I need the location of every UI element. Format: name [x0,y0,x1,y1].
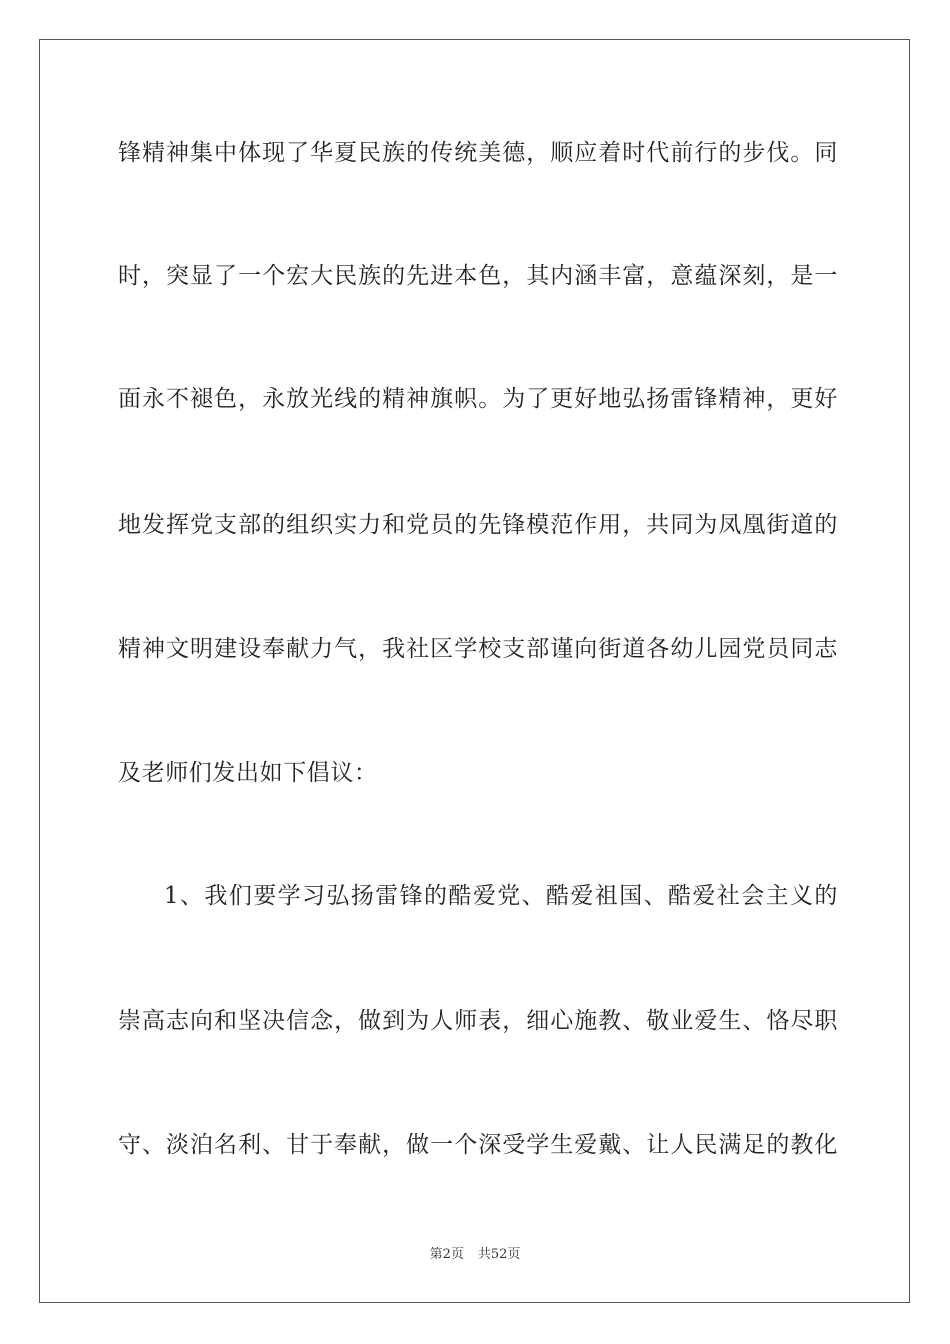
page-border [39,39,910,1303]
body-line-5: 精神文明建设奉献力气，我社区学校支部谨向街道各幼儿园党员同志 [118,636,838,662]
body-line-4: 地发挥党支部的组织实力和党员的先锋模范作用，共同为凤凰街道的 [118,512,838,538]
body-line-2: 时，突显了一个宏大民族的先进本色，其内涵丰富，意蕴深刻，是一 [118,263,838,289]
body-line-6: 及老师们发出如下倡议： [118,760,378,786]
body-line-8: 崇高志向和坚决信念，做到为人师表，细心施教、敬业爱生、恪尽职 [118,1008,838,1034]
page-number: 第2页 [429,1247,464,1262]
body-line-7: 1、我们要学习弘扬雷锋的酷爱党、酷爱祖国、酷爱社会主义的 [164,883,838,909]
body-line-1: 锋精神集中体现了华夏民族的传统美德，顺应着时代前行的步伐。同 [118,140,838,166]
page-total: 共52页 [477,1247,521,1262]
body-line-3: 面永不褪色，永放光线的精神旗帜。为了更好地弘扬雷锋精神，更好 [118,386,838,412]
body-line-9: 守、淡泊名利、甘于奉献，做一个深受学生爱戴、让人民满足的教化 [118,1132,838,1158]
page-footer [0,1246,950,1264]
